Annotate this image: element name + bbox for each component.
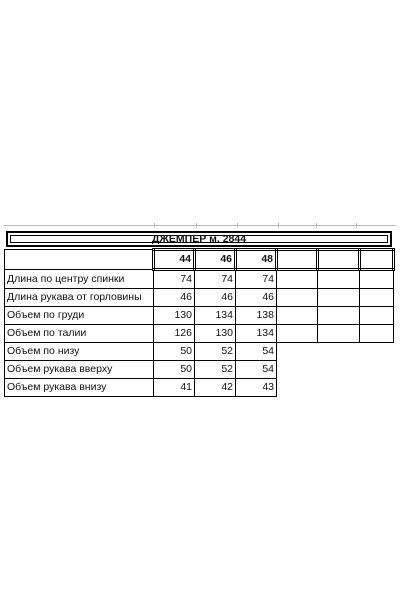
value-cell: 134: [236, 325, 277, 343]
size-table: [4, 248, 395, 397]
value-cell: 74: [154, 270, 195, 289]
value-cell: 46: [236, 289, 277, 307]
empty-header-cell: [277, 250, 318, 270]
table-row: [5, 361, 394, 379]
size-header-46: 46: [195, 250, 236, 270]
row-label: Объем рукава внизу: [5, 379, 154, 397]
table-title: ДЖЕМПЕР м. 2844: [151, 233, 247, 245]
empty-cell: [360, 325, 394, 343]
empty-cell: [360, 307, 394, 325]
table-row: [5, 289, 394, 307]
table-row: [5, 379, 394, 397]
row-label: Объем рукава вверху: [5, 361, 154, 379]
table-row: [5, 325, 394, 343]
empty-cell: [318, 270, 360, 289]
row-label: Длина рукава от горловины: [5, 289, 154, 307]
row-label: Длина по центру спинки: [5, 270, 154, 289]
size-header-48: 48: [236, 250, 277, 270]
empty-cell: [318, 289, 360, 307]
value-cell: 130: [195, 325, 236, 343]
table-row: [5, 270, 394, 289]
row-label: Объем по талии: [5, 325, 154, 343]
size-header-row: [5, 250, 394, 270]
empty-cell: [277, 289, 318, 307]
header-label-cell: [5, 250, 154, 270]
size-header-44: 44: [154, 250, 195, 270]
value-cell: 138: [236, 307, 277, 325]
value-cell: 54: [236, 361, 277, 379]
value-cell: 46: [195, 289, 236, 307]
empty-cell: [318, 325, 360, 343]
table-row: [5, 307, 394, 325]
empty-cell: [360, 270, 394, 289]
value-cell: 42: [195, 379, 236, 397]
table-row: [5, 343, 394, 361]
value-cell: 41: [154, 379, 195, 397]
value-cell: 46: [154, 289, 195, 307]
row-label: Объем по низу: [5, 343, 154, 361]
value-cell: 74: [195, 270, 236, 289]
value-cell: 52: [195, 361, 236, 379]
empty-header-cell: [318, 250, 360, 270]
value-cell: 50: [154, 361, 195, 379]
empty-cell: [318, 307, 360, 325]
empty-header-cell: [360, 250, 394, 270]
value-cell: 74: [236, 270, 277, 289]
value-cell: 126: [154, 325, 195, 343]
empty-cell: [277, 325, 318, 343]
row-label: Объем по груди: [5, 307, 154, 325]
value-cell: 50: [154, 343, 195, 361]
empty-cell: [277, 270, 318, 289]
empty-cell: [360, 289, 394, 307]
value-cell: 52: [195, 343, 236, 361]
value-cell: 134: [195, 307, 236, 325]
value-cell: 43: [236, 379, 277, 397]
empty-cell: [277, 307, 318, 325]
table-title-box: [6, 231, 392, 247]
value-cell: 130: [154, 307, 195, 325]
sheet-gridline: [4, 225, 396, 226]
value-cell: 54: [236, 343, 277, 361]
